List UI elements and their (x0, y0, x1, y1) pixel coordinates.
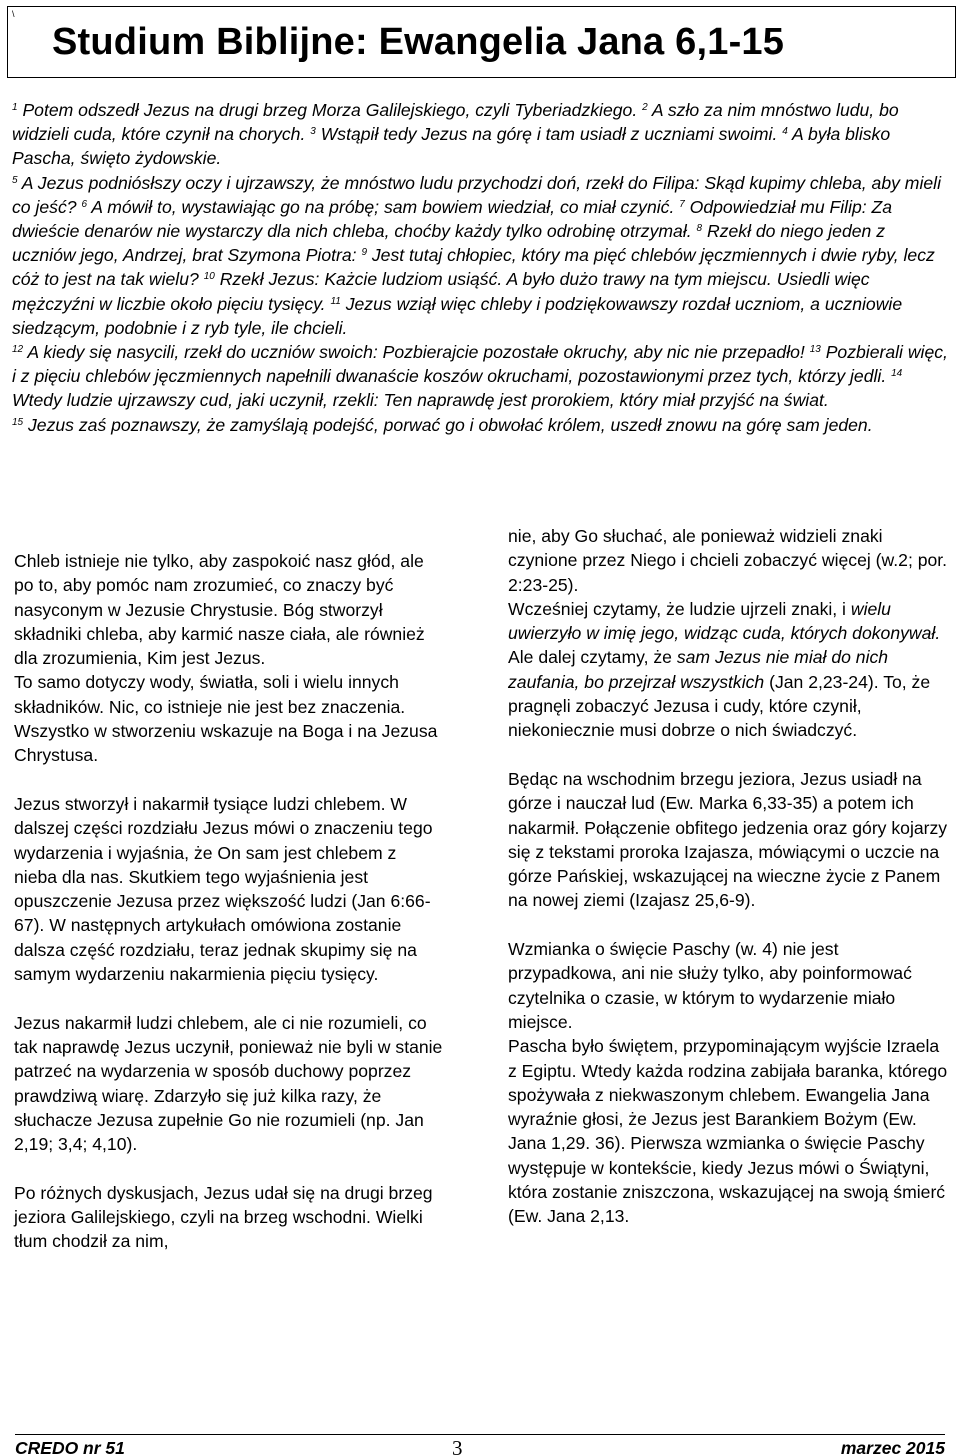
verse-text: A była blisko Pascha, święto żydowskie. (12, 124, 891, 169)
verse-number: 2 (642, 102, 648, 113)
page-title: Studium Biblijne: Ewangelia Jana 6,1-15 (52, 21, 785, 63)
verse-text: Rzekł do niego jeden z uczniów jego, Andrzej, brat Szymona Piotra: (12, 221, 885, 266)
title-box (7, 6, 956, 78)
verse-text: A Jezus podniósłszy oczy i ujrzawszy, że mnóstwo ludu przychodzi doń, rzekł do Filipa: Skąd kupimy chleba, aby mieli co jeść? (12, 172, 941, 217)
quoted-text: wielu uwierzyło w imię jego, widząc cuda, których dokonywał. (508, 598, 941, 644)
verse-number: 3 (310, 126, 316, 138)
verse-text: Wstąpił tedy Jezus na górę i tam usiadł z uczniami swoimi. (315, 124, 783, 145)
verse-text: Rzekł Jezus: Każcie ludziom usiąść. A było dużo trawy na tym miejscu. Usiedli więc mężczyźni w liczbie około pięciu tysięcy. (12, 269, 870, 314)
paragraph-text: Pascha było świętem, przypominającym wyjście Izraela z Egiptu. Wtedy każda rodzina zabijała baranka, którego spożywała z niekwaszonym chlebem. Ewangelia Jana wyraźnie głosi, że Jezus jest Barankiem Bożym (Ew. Jana 1,29. 36). Pierwsza wzmianka o święcie Paschy występuje w kontekście, kiedy Jezus mówi o Świątyni, która zostanie zniszczona, wskazującej na swoją śmierć (Ew. Jana 2,13. (508, 1036, 948, 1227)
verse-number: 9 (361, 247, 367, 259)
left-column (14, 549, 444, 1254)
verse-number: 15 (12, 416, 24, 428)
body-paragraph (14, 549, 444, 768)
page-footer (15, 1434, 945, 1455)
scripture-passage (12, 98, 952, 437)
paragraph-text: Chleb istnieje nie tylko, aby zaspokoić nasz głód, ale po to, aby pomóc nam zrozumieć, co znaczy być nasyconym w Jezusie Chrystusie. Bóg stworzył składniki chleba, aby karmić nasze ciała, ale również dla zrozumienia, Kim jest Jezus. (14, 551, 425, 669)
verse-text: Jest tutaj chłopiec, który ma pięć chlebów jęczmiennych i dwie ryby, lecz cóż to jest na tak wielu? (12, 245, 935, 290)
verse-number: 8 (696, 223, 703, 235)
verse-text: Jezus wziął więc chleby i podziękowawszy rozdał uczniom, a uczniowie siedzącym, podobnie i z ryb tyle, ile chcieli. (12, 293, 903, 338)
body-paragraph: Jezus stworzył i nakarmił tysiące ludzi chlebem. W dalszej części rozdziału Jezus mówi o znaczeniu tego wydarzenia i wyjaśnia, że On sam jest chlebem z nieba dla nas. Skutkiem tego wyjaśnienia jest opuszczenie Jezusa przez większość ludzi (Jan 6:66-67). W następnych artykułach omówiona zostanie dalsza część rozdziału, teraz jednak skupimy się na samym wydarzeniu nakarmienia pięciu tysięcy. (14, 793, 433, 985)
verse-number: 7 (679, 198, 685, 210)
scripture-paragraph (12, 98, 952, 171)
paragraph-text: Wzmianka o święcie Paschy (w. 4) nie jest przypadkowa, ani nie służy tylko, aby poinformować czytelnika o czasie, w którym to wydarzenie miało miejsce. (508, 939, 912, 1032)
verse-text: A kiedy się nasycili, rzekł do uczniów swoich: Pozbierajcie pozostałe okruchy, aby nic nie przepadło! (23, 342, 810, 363)
verse-text: Pozbierali więc, i z pięciu chlebów jęczmiennych napełnili dwanaście koszów okruchami, pozostawionymi przez tych, którzy jedli. (12, 342, 948, 387)
verse-number: 11 (330, 295, 341, 307)
scripture-paragraph (12, 340, 952, 413)
publication-name: CREDO nr 51 (15, 1438, 125, 1455)
verse-text: Potem odszedł Jezus na drugi brzeg Morza Galilejskiego, czyli Tyberiadzkiego. (17, 100, 643, 120)
verse-text: A szło za nim mnóstwo ludu, bo widzieli cuda, które czynił na chorych. (12, 100, 899, 145)
body-paragraph: Jezus nakarmił ludzi chlebem, ale ci nie rozumieli, co tak naprawdę Jezus uczynił, ponieważ nie byli w stanie patrzeć na wydarzenia w sposób duchowy poprzez prawdziwą wiarę. Zdarzyło się już kilka razy, że słuchacze Jezusa zupełnie Go nie rozumieli (np. Jan 2,19; 3,4; 4,10). (14, 1012, 443, 1155)
verse-text: Odpowiedział mu Filip: Za dwieście denarów nie wystarczy dla nich chleba, choćby każdy tylko odrobinę otrzymał. (12, 196, 893, 242)
body-paragraph: Po różnych dyskusjach, Jezus udał się na drugi brzeg jeziora Galilejskiego, czyli na brzeg wschodni. Wielki tłum chodził za nim, (14, 1182, 433, 1252)
right-column (508, 524, 948, 1229)
verse-number: 10 (203, 271, 215, 283)
verse-number: 6 (81, 198, 87, 210)
paragraph-text: Ale dalej czytamy, że (508, 647, 677, 668)
paragraph-text: To samo dotyczy wody, światła, soli i wielu innych składników. Nic, co istnieje nie jest bez znaczenia. Wszystko w stworzeniu wskazuje na Boga i na Jezusa Chrystusa. (14, 672, 438, 766)
verse-number: 4 (782, 126, 788, 138)
scripture-paragraph (12, 171, 952, 340)
scripture-paragraph (12, 413, 952, 437)
corner-mark: \ (12, 9, 15, 19)
verse-number: 1 (12, 102, 18, 113)
issue-date: marzec 2015 (840, 1438, 945, 1455)
body-paragraph: Będąc na wschodnim brzegu jeziora, Jezus usiadł na górze i nauczał lud (Ew. Marka 6,33-35) a potem ich nakarmił. Połączenie obfitego jedzenia oraz góry kojarzy się z tekstami proroka Izajasza, mówiącymi o uczcie na górze Pańskiej, wskazującej na wieczne życie z Panem na nowej ziemi (Izajasz 25,6-9). (508, 768, 948, 911)
quoted-text: sam Jezus nie miał do nich zaufania, bo przejrzał wszystkich (508, 647, 889, 692)
verse-number: 5 (12, 174, 18, 186)
verse-text: Wtedy ludzie ujrzawszy cud, jaki uczynił, rzekli: Ten naprawdę jest prorokiem, który miał przyjść na świat. (12, 390, 829, 411)
verse-text: A mówił to, wystawiając go na próbę; sam bowiem wiedział, co miał czynić. (87, 196, 680, 217)
body-paragraph (508, 937, 948, 1229)
verse-text: Jezus zaś poznawszy, że zamyślają podejść, porwać go i obwołać królem, uszedł znowu na górę sam jeden. (23, 414, 873, 435)
verse-number: 12 (12, 344, 24, 356)
paragraph-text: (Jan 2,23-24). To, że pragnęli zobaczyć Jezusa i cudy, które czynił, niekoniecznie musi dobrze o nich świadczyć. (508, 671, 931, 741)
verse-number: 13 (809, 344, 821, 356)
body-paragraph (508, 524, 948, 743)
verse-number: 14 (891, 368, 903, 380)
paragraph-text: Wcześniej czytamy, że ludzie ujrzeli znaki, i (508, 598, 851, 619)
page-number: 3 (452, 1436, 463, 1455)
paragraph-text: nie, aby Go słuchać, ale ponieważ widzieli znaki czynione przez Niego i chcieli zobaczyć więcej (w.2; por. 2:23-25). (508, 526, 948, 595)
